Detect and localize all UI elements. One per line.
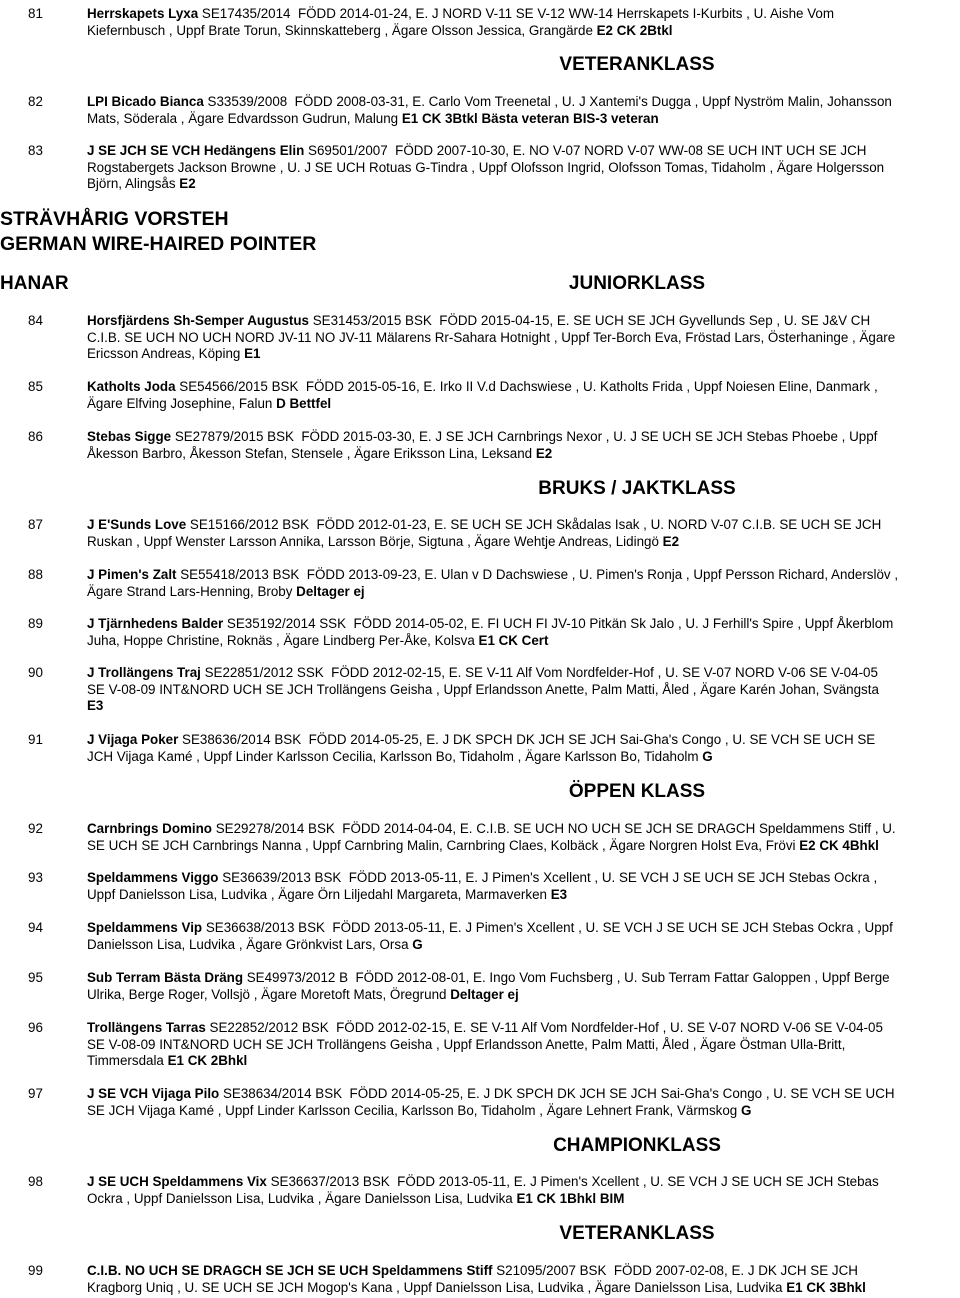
entry-line: S21095/2007 BSK FÖDD 2007-02-08, E. J DK JCH SE JCH xyxy=(492,1263,858,1278)
dog-name: J SE UCH Speldammens Vix xyxy=(87,1174,267,1189)
entry-line: SE36638/2013 BSK FÖDD 2013-05-11, E. J Pimen's Xcellent , U. SE VCH J SE UCH SE JCH Stebas Ockra , Uppf xyxy=(202,920,893,935)
dog-name: Speldammens Vip xyxy=(87,920,203,935)
entry-result: E1 xyxy=(244,346,261,361)
sex-heading: HANAR xyxy=(0,273,69,294)
entry-line: Åkesson Barbro, Åkesson Stefan, Stensele , Ägare Eriksson Lina, Leksand xyxy=(87,445,536,461)
entry-line: Ägare Strand Lars-Henning, Broby xyxy=(87,583,297,599)
entry-line: SE V-08-09 INT&NORD UCH SE JCH Trollängens Geisha , Uppf Erlandsson Anette, Palm Matti, Åled , Ägare Karén Johan, Svängsta xyxy=(87,681,879,697)
class-heading-bruks-jaktklass: BRUKS / JAKTKLASS xyxy=(538,478,736,499)
entry-number: 89 xyxy=(28,616,43,631)
entry-line: Rogstabergets Jackson Browne , U. J SE UCH Rotuas G-Tindra , Uppf Olofsson Ingrid, Olofsson Tomas, Tidaholm , Ägare Holgersson xyxy=(87,159,885,175)
dog-name: J Trollängens Traj xyxy=(87,665,201,680)
entry-number: 90 xyxy=(28,665,43,680)
entry-number: 84 xyxy=(28,313,43,328)
class-heading-championklass: CHAMPIONKLASS xyxy=(553,1135,721,1156)
entry-text xyxy=(87,1020,955,1070)
entry-line: Ulrika, Berge Roger, Vollsjö , Ägare Moretoft Mats, Öregrund xyxy=(87,986,451,1002)
entry-number: 92 xyxy=(28,821,43,836)
entry-line: SE22852/2012 BSK FÖDD 2012-02-15, E. SE V-11 Alf Vom Nordfelder-Hof , U. SE V-07 NORD V-06 SE V-04-05 xyxy=(205,1020,883,1035)
entry-number: 82 xyxy=(28,94,43,109)
breed-title-swedish: STRÄVHÅRIG VORSTEH xyxy=(0,208,229,230)
entry-line: Ericsson Andreas, Köping xyxy=(87,346,245,361)
entry-result: E1 CK 1Bhkl BIM xyxy=(516,1190,625,1206)
entry-number: 98 xyxy=(28,1174,43,1189)
entry-result: E1 CK Cert xyxy=(478,632,549,648)
entry-text xyxy=(87,970,955,1003)
entry-result: D Bettfel xyxy=(276,395,332,411)
dog-name: J SE JCH SE VCH Hedängens Elin xyxy=(87,143,305,158)
dog-name: J SE VCH Vijaga Pilo xyxy=(87,1086,220,1101)
entry-line: Ockra , Uppf Danielsson Lisa, Ludvika , Ägare Danielsson Lisa, Ludvika xyxy=(87,1190,517,1206)
entry-line: Juha, Hoppe Christine, Roknäs , Ägare Lindberg Per-Åke, Kolsva xyxy=(87,632,479,648)
entry-result: E3 xyxy=(87,698,104,713)
entry-line: SE15166/2012 BSK FÖDD 2012-01-23, E. SE UCH SE JCH Skådalas Isak , U. NORD V-07 C.I.B. SE UCH SE JCH xyxy=(186,517,882,532)
dog-name: Sub Terram Bästa Dräng xyxy=(87,970,244,985)
dog-name: Horsfjärdens Sh-Semper Augustus xyxy=(87,313,309,328)
dog-name: Trollängens Tarras xyxy=(87,1020,206,1035)
dog-name: Katholts Joda xyxy=(87,379,176,394)
entry-number: 83 xyxy=(28,143,43,158)
dog-name: Carnbrings Domino xyxy=(87,821,212,836)
entry-line: Kragborg Uniq , U. SE UCH SE JCH Mogop's Kana , Uppf Danielsson Lisa, Ludvika , Ägare Danielsson Lisa, Ludvika xyxy=(87,1279,787,1295)
class-heading-juniorklass: JUNIORKLASS xyxy=(568,273,706,294)
entry-number: 94 xyxy=(28,920,43,935)
entry-line: Ägare Elfving Josephine, Falun xyxy=(87,395,277,411)
entry-text xyxy=(87,143,955,193)
entry-text xyxy=(87,517,955,550)
entry-line: SE38634/2014 BSK FÖDD 2014-05-25, E. J DK SPCH DK JCH SE JCH Sai-Gha's Congo , U. SE VCH SE UCH xyxy=(219,1086,895,1101)
entry-number: 96 xyxy=(28,1020,43,1035)
entry-number: 86 xyxy=(28,429,43,444)
entry-text xyxy=(87,379,955,412)
entry-result: G xyxy=(412,936,423,952)
entry-line: SE29278/2014 BSK FÖDD 2014-04-04, E. C.I.B. SE UCH NO UCH SE JCH SE DRAGCH Speldammens Stiff , U. xyxy=(211,821,896,836)
entry-text xyxy=(87,732,955,765)
entry-result: E2 CK 4Bhkl xyxy=(799,837,879,853)
entry-text xyxy=(87,920,955,953)
dog-name: J Tjärnhedens Balder xyxy=(87,616,224,631)
entry-line: SE35192/2014 SSK FÖDD 2014-05-02, E. FI UCH FI JV-10 Pitkän Sk Jalo , U. J Ferhill's Spire , Uppf Åkerblom xyxy=(223,616,894,631)
entry-result: E2 CK 2Btkl xyxy=(596,22,673,38)
entry-line: SE49973/2012 B FÖDD 2012-08-01, E. Ingo Vom Fuchsberg , U. Sub Terram Fattar Galoppen , Uppf Berge xyxy=(243,970,890,985)
entry-result: G xyxy=(740,1102,752,1118)
entry-number: 91 xyxy=(28,732,43,747)
entry-line: Danielsson Lisa, Ludvika , Ägare Grönkvist Lars, Orsa xyxy=(87,936,413,952)
entry-line: Uppf Danielsson Lisa, Ludvika , Ägare Örn Liljedahl Margareta, Marmaverken xyxy=(87,886,551,902)
entry-number: 87 xyxy=(28,517,43,532)
dog-name: C.I.B. NO UCH SE DRAGCH SE JCH SE UCH Speldammens Stiff xyxy=(87,1263,493,1278)
entry-result: E2 xyxy=(179,176,196,191)
entry-line: SE UCH SE JCH Carnbrings Nanna , Uppf Carnbring Malin, Carnbring Claes, Kolbäck , Ägare Norgren Holst Eva, Frövi xyxy=(87,837,800,853)
entry-line: Kiefernbusch , Uppf Brate Torun, Skinnskatteberg , Ägare Olsson Jessica, Grangärde xyxy=(87,22,597,38)
entry-result: E1 CK 3Btkl Bästa veteran BIS-3 veteran xyxy=(401,110,659,126)
entry-text xyxy=(87,821,955,854)
entry-number: 93 xyxy=(28,870,43,885)
entry-text xyxy=(87,870,955,903)
entry-result: Deltager ej xyxy=(296,583,365,599)
entry-line: SE22851/2012 SSK FÖDD 2012-02-15, E. SE V-11 Alf Vom Nordfelder-Hof , U. SE V-07 NORD V-06 SE V-04-05 xyxy=(200,665,878,680)
entry-text xyxy=(87,1086,955,1119)
entry-number: 88 xyxy=(28,567,43,582)
entry-number: 85 xyxy=(28,379,43,394)
entry-result: E1 CK 2Bhkl xyxy=(167,1053,248,1068)
dog-name: J E'Sunds Love xyxy=(87,517,187,532)
entry-line: S69501/2007 FÖDD 2007-10-30, E. NO V-07 NORD V-07 WW-08 SE UCH INT UCH SE JCH xyxy=(304,143,867,158)
entry-text xyxy=(87,1263,955,1296)
dog-name: J Vijaga Poker xyxy=(87,732,179,747)
entry-line: Timmersdala xyxy=(87,1053,168,1068)
entry-line: Björn, Alingsås xyxy=(87,176,180,191)
breed-title-english: GERMAN WIRE-HAIRED POINTER xyxy=(0,233,317,255)
entry-line: SE36639/2013 BSK FÖDD 2013-05-11, E. J Pimen's Xcellent , U. SE VCH J SE UCH SE JCH Stebas Ockra , xyxy=(218,870,878,885)
entry-line: C.I.B. SE UCH NO UCH NORD JV-11 NO JV-11 Mälarens Rr-Sahara Hotnight , Uppf Ter-Borch Eva, Fröstad Lars, Österhaninge , Ägare xyxy=(87,329,896,345)
class-heading-veteranklass: VETERANKLASS xyxy=(559,54,715,75)
entry-line: Mats, Söderala , Ägare Edvardsson Gudrun, Malung xyxy=(87,110,402,126)
entry-line: SE17435/2014 FÖDD 2014-01-24, E. J NORD V-11 SE V-12 WW-14 Herrskapets I-Kurbits , U. Aishe Vom xyxy=(198,6,835,21)
entry-line: S33539/2008 FÖDD 2008-03-31, E. Carlo Vom Treenetal , U. J Xantemi's Dugga , Uppf Nyström Malin, Johansson xyxy=(203,94,892,109)
entry-result: E2 xyxy=(535,445,553,461)
entry-result: Deltager ej xyxy=(450,986,519,1002)
entry-line: SE JCH Vijaga Kamé , Uppf Linder Karlsson Cecilia, Karlsson Bo, Tidaholm , Ägare Lehnert Frank, Värmskog xyxy=(87,1102,741,1118)
entry-text xyxy=(87,429,955,462)
class-heading-oppen-klass: ÖPPEN KLASS xyxy=(568,781,706,802)
dog-name: Herrskapets Lyxa xyxy=(87,6,199,21)
entry-line: SE36637/2013 BSK FÖDD 2013-05-11, E. J Pimen's Xcellent , U. SE VCH J SE UCH SE JCH Stebas xyxy=(266,1174,879,1189)
entry-text xyxy=(87,567,955,600)
dog-name: LPI Bicado Bianca xyxy=(87,94,204,109)
entry-line: SE38636/2014 BSK FÖDD 2014-05-25, E. J DK SPCH DK JCH SE JCH Sai-Gha's Congo , U. SE VCH SE UCH SE xyxy=(178,732,876,747)
entry-result: E3 xyxy=(550,886,568,902)
entry-line: SE27879/2015 BSK FÖDD 2015-03-30, E. J SE JCH Carnbrings Nexor , U. J SE UCH SE JCH Stebas Phoebe , Uppf xyxy=(171,429,878,444)
entry-result: G xyxy=(702,748,713,764)
dog-name: J Pimen's Zalt xyxy=(87,567,177,582)
entry-line: SE V-08-09 INT&NORD UCH SE JCH Trollängens Geisha , Uppf Erlandsson Anette, Palm Matti, Åled , Ägare Östman Ulla-Britt, xyxy=(87,1036,846,1052)
entry-number: 81 xyxy=(28,6,43,21)
dog-name: Speldammens Viggo xyxy=(87,870,219,885)
entry-text xyxy=(87,616,955,649)
entry-result: E2 xyxy=(662,533,680,549)
entry-number: 99 xyxy=(28,1263,43,1278)
entry-text xyxy=(87,94,955,127)
entry-line: SE54566/2015 BSK FÖDD 2015-05-16, E. Irko II V.d Dachswiese , U. Katholts Frida , Uppf Noiesen Eline, Danmark , xyxy=(175,379,878,394)
entry-result: E1 CK 3Bhkl xyxy=(786,1279,866,1295)
entry-number: 95 xyxy=(28,970,43,985)
entry-line: SE31453/2015 BSK FÖDD 2015-04-15, E. SE UCH SE JCH Gyvellunds Sep , U. SE J&V CH xyxy=(308,313,871,328)
entry-line: Ruskan , Uppf Wenster Larsson Annika, Larsson Börje, Sigtuna , Ägare Wehtje Andreas, Lidingö xyxy=(87,533,663,549)
entry-line: SE55418/2013 BSK FÖDD 2013-09-23, E. Ulan v D Dachswiese , U. Pimen's Ronja , Uppf Persson Richard, Anderslöv , xyxy=(176,567,899,582)
entry-number: 97 xyxy=(28,1086,43,1101)
entry-text xyxy=(87,1174,955,1207)
class-heading-veteranklass: VETERANKLASS xyxy=(559,1223,715,1244)
entry-line: JCH Vijaga Kamé , Uppf Linder Karlsson Cecilia, Karlsson Bo, Tidaholm , Ägare Karlsson Bo, Tidaholm xyxy=(87,748,703,764)
entry-text xyxy=(87,313,955,363)
entry-text xyxy=(87,665,955,715)
entry-text xyxy=(87,6,955,39)
dog-name: Stebas Sigge xyxy=(87,429,172,444)
